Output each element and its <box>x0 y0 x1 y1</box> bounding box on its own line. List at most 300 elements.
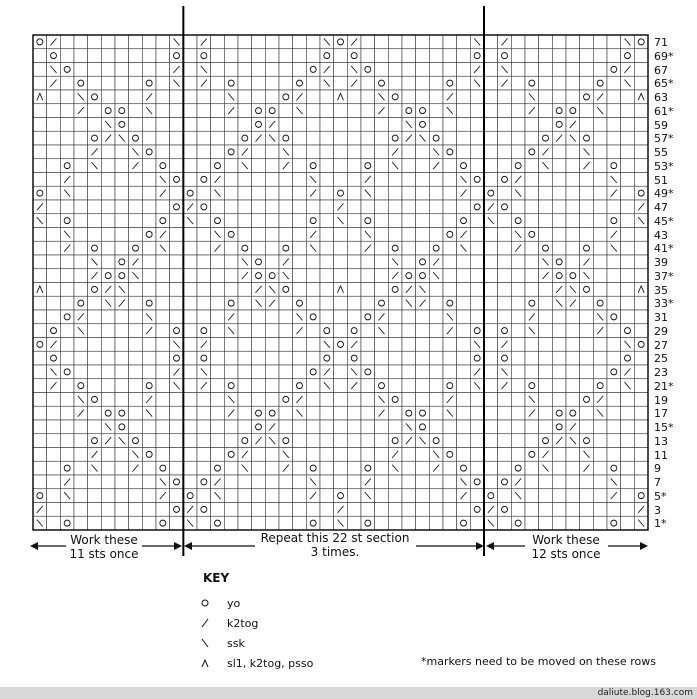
chart-cell <box>115 145 129 159</box>
chart-cell <box>607 118 621 132</box>
chart-cell <box>498 200 512 214</box>
chart-cell <box>47 503 61 517</box>
chart-cell <box>511 461 525 475</box>
chart-cell <box>279 49 293 63</box>
chart-cell <box>279 241 293 255</box>
chart-cell <box>388 90 402 104</box>
chart-cell <box>170 214 184 228</box>
chart-cell <box>74 200 88 214</box>
chart-cell <box>402 145 416 159</box>
chart-cell <box>484 269 498 283</box>
chart-cell <box>361 351 375 365</box>
chart-cell <box>224 35 238 49</box>
chart-cell <box>170 49 184 63</box>
chart-cell <box>566 475 580 489</box>
chart-cell <box>416 173 430 187</box>
chart-cell <box>593 503 607 517</box>
chart-cell <box>183 173 197 187</box>
chart-cell <box>552 214 566 228</box>
chart-cell <box>580 406 594 420</box>
chart-cell <box>334 118 348 132</box>
chart-cell <box>129 214 143 228</box>
chart-cell <box>33 310 47 324</box>
chart-cell <box>238 186 252 200</box>
chart-cell <box>293 516 307 530</box>
chart-cell <box>211 461 225 475</box>
chart-cell <box>525 228 539 242</box>
chart-cell <box>375 420 389 434</box>
chart-cell <box>539 131 553 145</box>
chart-cell <box>402 503 416 517</box>
chart-cell <box>443 448 457 462</box>
chart-cell <box>388 283 402 297</box>
chart-cell <box>566 200 580 214</box>
chart-cell <box>129 338 143 352</box>
chart-cell <box>224 461 238 475</box>
chart-cell <box>347 461 361 475</box>
chart-cell <box>416 365 430 379</box>
chart-cell <box>47 241 61 255</box>
chart-cell <box>416 475 430 489</box>
row-number-label: 65* <box>654 77 674 91</box>
chart-cell <box>211 296 225 310</box>
chart-cell <box>566 173 580 187</box>
chart-cell <box>402 159 416 173</box>
chart-cell <box>347 420 361 434</box>
chart-cell <box>552 475 566 489</box>
chart-cell <box>279 200 293 214</box>
chart-cell <box>621 269 635 283</box>
chart-cell <box>634 338 648 352</box>
chart-cell <box>293 49 307 63</box>
chart-cell <box>293 228 307 242</box>
chart-cell <box>621 420 635 434</box>
chart-cell <box>566 338 580 352</box>
chart-cell <box>142 448 156 462</box>
chart-cell <box>279 351 293 365</box>
chart-cell <box>74 489 88 503</box>
chart-cell <box>429 296 443 310</box>
chart-cell <box>183 448 197 462</box>
chart-cell <box>252 118 266 132</box>
section-left-label: Work these 11 sts once <box>69 533 139 561</box>
ssk-symbol-icon <box>200 637 210 652</box>
chart-cell <box>470 159 484 173</box>
chart-cell <box>170 324 184 338</box>
chart-cell <box>388 406 402 420</box>
chart-cell <box>142 269 156 283</box>
chart-cell <box>74 145 88 159</box>
chart-cell <box>443 159 457 173</box>
chart-cell <box>525 49 539 63</box>
chart-cell <box>156 503 170 517</box>
chart-cell <box>252 475 266 489</box>
chart-cell <box>484 63 498 77</box>
chart-cell <box>211 118 225 132</box>
chart-cell <box>457 351 471 365</box>
chart-cell <box>142 365 156 379</box>
chart-cell <box>170 420 184 434</box>
chart-cell <box>47 324 61 338</box>
chart-cell <box>238 283 252 297</box>
chart-cell <box>224 49 238 63</box>
chart-cell <box>156 269 170 283</box>
chart-cell <box>580 200 594 214</box>
chart-cell <box>457 379 471 393</box>
chart-cell <box>33 255 47 269</box>
chart-cell <box>252 200 266 214</box>
chart-cell <box>306 76 320 90</box>
key-label-yo: yo <box>227 597 241 610</box>
chart-cell <box>552 228 566 242</box>
chart-cell <box>539 434 553 448</box>
chart-cell <box>183 90 197 104</box>
chart-cell <box>484 475 498 489</box>
chart-cell <box>552 269 566 283</box>
chart-cell <box>334 324 348 338</box>
chart-cell <box>525 145 539 159</box>
chart-cell <box>443 365 457 379</box>
chart-cell <box>498 393 512 407</box>
chart-cell <box>511 200 525 214</box>
chart-cell <box>320 516 334 530</box>
chart-cell <box>74 214 88 228</box>
chart-cell <box>265 186 279 200</box>
chart-cell <box>552 200 566 214</box>
chart-cell <box>593 159 607 173</box>
row-number-label: 31 <box>654 311 668 324</box>
chart-cell <box>388 173 402 187</box>
chart-cell <box>33 448 47 462</box>
chart-cell <box>457 145 471 159</box>
chart-cell <box>252 365 266 379</box>
chart-cell <box>416 393 430 407</box>
chart-cell <box>539 379 553 393</box>
chart-cell <box>320 351 334 365</box>
chart-cell <box>47 118 61 132</box>
chart-cell <box>525 338 539 352</box>
chart-cell <box>60 90 74 104</box>
chart-cell <box>457 269 471 283</box>
chart-cell <box>593 283 607 297</box>
chart-cell <box>224 241 238 255</box>
chart-cell <box>211 104 225 118</box>
chart-cell <box>566 351 580 365</box>
chart-cell <box>484 406 498 420</box>
chart-cell <box>115 475 129 489</box>
chart-cell <box>580 241 594 255</box>
chart-cell <box>183 351 197 365</box>
chart-cell <box>416 351 430 365</box>
chart-cell <box>238 63 252 77</box>
chart-cell <box>170 228 184 242</box>
chart-cell <box>511 406 525 420</box>
chart-cell <box>60 503 74 517</box>
chart-cell <box>470 283 484 297</box>
chart-cell <box>443 434 457 448</box>
chart-cell <box>498 90 512 104</box>
chart-cell <box>115 338 129 352</box>
chart-cell <box>211 159 225 173</box>
chart-cell <box>197 186 211 200</box>
chart-cell <box>334 448 348 462</box>
chart-cell <box>306 283 320 297</box>
chart-cell <box>388 228 402 242</box>
row-number-label: 25 <box>654 352 668 366</box>
chart-cell <box>361 269 375 283</box>
chart-cell <box>293 420 307 434</box>
chart-cell <box>443 338 457 352</box>
chart-cell <box>429 324 443 338</box>
chart-cell <box>484 296 498 310</box>
chart-cell <box>156 461 170 475</box>
chart-cell <box>498 118 512 132</box>
chart-cell <box>634 406 648 420</box>
chart-cell <box>429 365 443 379</box>
chart-cell <box>566 186 580 200</box>
chart-cell <box>457 49 471 63</box>
chart-cell <box>224 475 238 489</box>
chart-cell <box>33 434 47 448</box>
chart-cell <box>129 516 143 530</box>
chart-cell <box>238 49 252 63</box>
chart-cell <box>156 310 170 324</box>
chart-cell <box>621 310 635 324</box>
chart-cell <box>375 434 389 448</box>
chart-cell <box>224 145 238 159</box>
chart-cell <box>511 324 525 338</box>
chart-cell <box>511 420 525 434</box>
chart-cell <box>539 214 553 228</box>
chart-cell <box>197 173 211 187</box>
chart-cell <box>60 76 74 90</box>
chart-cell <box>375 76 389 90</box>
chart-cell <box>347 104 361 118</box>
chart-cell <box>252 214 266 228</box>
chart-cell <box>498 420 512 434</box>
chart-cell <box>416 379 430 393</box>
chart-cell <box>539 310 553 324</box>
chart-cell <box>156 145 170 159</box>
chart-cell <box>443 173 457 187</box>
chart-cell <box>101 49 115 63</box>
chart-cell <box>156 76 170 90</box>
chart-cell <box>484 159 498 173</box>
chart-cell <box>402 310 416 324</box>
chart-cell <box>238 365 252 379</box>
chart-cell <box>580 283 594 297</box>
chart-cell <box>511 434 525 448</box>
chart-cell <box>607 324 621 338</box>
chart-cell <box>498 434 512 448</box>
chart-cell <box>334 186 348 200</box>
chart-cell <box>388 49 402 63</box>
chart-cell <box>347 131 361 145</box>
chart-cell <box>580 131 594 145</box>
chart-cell <box>88 420 102 434</box>
chart-cell <box>361 393 375 407</box>
chart-cell <box>265 145 279 159</box>
chart-cell <box>183 489 197 503</box>
chart-cell <box>484 461 498 475</box>
chart-cell <box>88 118 102 132</box>
row-number-label: 59 <box>654 118 668 132</box>
chart-cell <box>375 448 389 462</box>
chart-cell <box>320 324 334 338</box>
chart-cell <box>320 393 334 407</box>
chart-cell <box>566 159 580 173</box>
chart-cell <box>607 338 621 352</box>
chart-cell <box>402 173 416 187</box>
chart-cell <box>306 255 320 269</box>
chart-cell <box>525 131 539 145</box>
chart-cell <box>552 310 566 324</box>
chart-cell <box>498 296 512 310</box>
chart-cell <box>320 269 334 283</box>
chart-cell <box>334 173 348 187</box>
chart-cell <box>375 200 389 214</box>
chart-cell <box>470 448 484 462</box>
chart-cell <box>47 104 61 118</box>
chart-cell <box>552 159 566 173</box>
chart-cell <box>484 393 498 407</box>
chart-cell <box>443 241 457 255</box>
chart-cell <box>552 76 566 90</box>
chart-cell <box>580 434 594 448</box>
chart-cell <box>306 310 320 324</box>
chart-cell <box>634 489 648 503</box>
chart-cell <box>470 200 484 214</box>
chart-cell <box>224 379 238 393</box>
chart-cell <box>375 365 389 379</box>
chart-cell <box>74 228 88 242</box>
chart-cell <box>265 503 279 517</box>
chart-cell <box>566 489 580 503</box>
chart-cell <box>593 448 607 462</box>
chart-cell <box>252 351 266 365</box>
chart-cell <box>580 379 594 393</box>
chart-cell <box>115 420 129 434</box>
chart-cell <box>375 241 389 255</box>
chart-cell <box>33 145 47 159</box>
chart-cell <box>552 186 566 200</box>
chart-cell <box>320 434 334 448</box>
chart-cell <box>101 104 115 118</box>
chart-cell <box>566 269 580 283</box>
row-number-label: 61* <box>654 104 674 118</box>
chart-cell <box>33 90 47 104</box>
chart-cell <box>293 448 307 462</box>
chart-cell <box>170 310 184 324</box>
chart-cell <box>197 448 211 462</box>
chart-cell <box>388 186 402 200</box>
chart-cell <box>293 63 307 77</box>
chart-cell <box>115 35 129 49</box>
chart-cell <box>88 131 102 145</box>
chart-cell <box>238 310 252 324</box>
chart-cell <box>88 310 102 324</box>
chart-cell <box>580 503 594 517</box>
chart-cell <box>156 379 170 393</box>
chart-cell <box>634 228 648 242</box>
chart-cell <box>47 351 61 365</box>
chart-cell <box>334 310 348 324</box>
chart-cell <box>252 393 266 407</box>
chart-cell <box>293 145 307 159</box>
row-number-label: 57* <box>654 132 674 146</box>
row-number-label: 29 <box>654 324 668 338</box>
chart-cell <box>197 241 211 255</box>
chart-cell <box>429 186 443 200</box>
row-number-label: 71 <box>654 36 668 49</box>
chart-cell <box>101 173 115 187</box>
chart-cell <box>293 351 307 365</box>
chart-cell <box>498 131 512 145</box>
chart-cell <box>607 351 621 365</box>
chart-cell <box>347 200 361 214</box>
chart-cell <box>593 63 607 77</box>
chart-cell <box>320 90 334 104</box>
chart-cell <box>402 379 416 393</box>
chart-cell <box>525 63 539 77</box>
chart-cell <box>47 310 61 324</box>
chart-cell <box>306 131 320 145</box>
chart-cell <box>566 406 580 420</box>
chart-cell <box>60 49 74 63</box>
chart-cell <box>101 145 115 159</box>
chart-cell <box>142 145 156 159</box>
chart-cell <box>375 475 389 489</box>
chart-cell <box>470 420 484 434</box>
chart-cell <box>347 475 361 489</box>
chart-cell <box>197 310 211 324</box>
chart-cell <box>224 434 238 448</box>
chart-cell <box>429 241 443 255</box>
chart-cell <box>457 406 471 420</box>
chart-cell <box>197 131 211 145</box>
chart-cell <box>566 104 580 118</box>
chart-cell <box>101 365 115 379</box>
chart-cell <box>347 241 361 255</box>
chart-cell <box>443 63 457 77</box>
chart-cell <box>197 228 211 242</box>
chart-cell <box>388 35 402 49</box>
chart-cell <box>334 228 348 242</box>
chart-cell <box>361 434 375 448</box>
chart-cell <box>74 49 88 63</box>
chart-cell <box>293 475 307 489</box>
chart-cell <box>347 324 361 338</box>
chart-cell <box>156 159 170 173</box>
chart-cell <box>593 379 607 393</box>
chart-cell <box>525 241 539 255</box>
chart-cell <box>320 461 334 475</box>
chart-cell <box>320 503 334 517</box>
chart-cell <box>142 173 156 187</box>
chart-cell <box>88 379 102 393</box>
chart-cell <box>265 351 279 365</box>
chart-cell <box>306 159 320 173</box>
chart-cell <box>115 489 129 503</box>
chart-cell <box>457 90 471 104</box>
chart-cell <box>470 228 484 242</box>
chart-cell <box>388 296 402 310</box>
chart-cell <box>252 145 266 159</box>
chart-cell <box>402 365 416 379</box>
chart-cell <box>197 503 211 517</box>
chart-cell <box>88 296 102 310</box>
chart-cell <box>607 35 621 49</box>
